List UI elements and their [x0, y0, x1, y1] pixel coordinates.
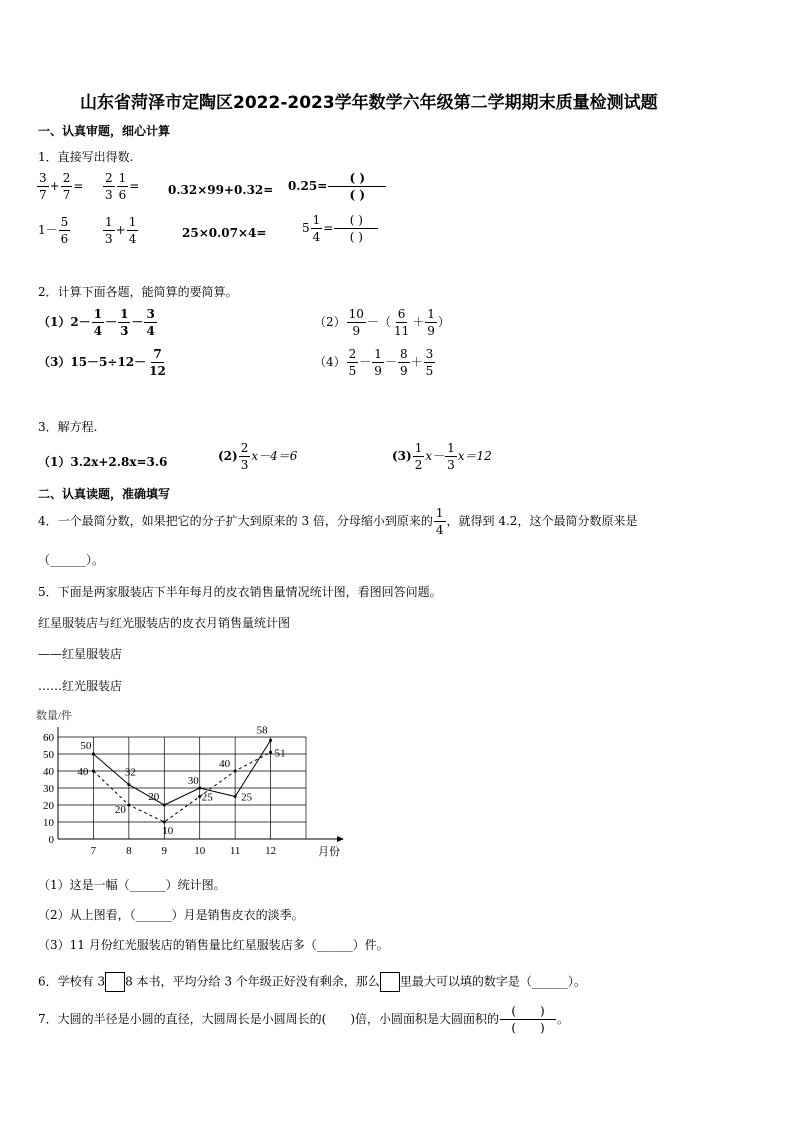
den: ( ) — [511, 1021, 545, 1035]
legend-solid: ——红星服装店 — [38, 647, 123, 661]
num: 1 — [120, 307, 129, 321]
y-tick-label: 60 — [43, 732, 54, 744]
q3-label: 3．解方程. — [38, 420, 98, 434]
x-tick-label: 10 — [194, 845, 206, 857]
paren: ） — [437, 315, 450, 329]
num: 3 — [39, 171, 47, 185]
q6 — [38, 972, 586, 992]
text: 里最大可以填的数字是（______）。 — [399, 974, 586, 989]
tag: (3) — [392, 449, 412, 463]
section1-heading: 一、认真审题，细心计算 — [38, 124, 171, 138]
q2-label: 2．计算下面各题，能简算的要简算。 — [38, 285, 238, 299]
section2-heading: 二、认真读题，准确填写 — [38, 487, 171, 501]
q3-eq-2 — [218, 442, 297, 471]
tag: （1）2－ — [38, 315, 91, 329]
den: 7 — [39, 188, 47, 202]
text: 7．大圆的半径是小圆的直径，大圆周长是小圆周长的( )倍，小圆面积是大圆面积的 — [38, 1012, 500, 1026]
den: 3 — [447, 458, 455, 472]
op: + — [115, 223, 126, 237]
series-2-point — [127, 804, 130, 807]
num: 8 — [399, 347, 408, 361]
num: 2 — [348, 347, 357, 361]
num: 2 — [105, 171, 113, 185]
series-2-point — [234, 770, 237, 773]
den: 9 — [374, 364, 382, 378]
series-2-point — [269, 751, 272, 754]
line-chart — [30, 705, 350, 860]
y-tick-label: 0 — [48, 834, 54, 846]
num: 3 — [425, 347, 434, 361]
eq: = — [129, 179, 140, 193]
num: 1 — [105, 215, 113, 229]
series-1-point — [269, 739, 272, 742]
op: － — [359, 355, 372, 369]
den: 7 — [62, 188, 71, 202]
op: － — [105, 315, 118, 329]
chart-title: 红星服装店与红光服装店的皮衣月销售量统计图 — [38, 616, 291, 630]
expr: x－4＝6 — [251, 449, 298, 463]
series-1-point — [127, 783, 130, 786]
eq: = — [323, 221, 334, 235]
q2-part-3 — [38, 348, 169, 377]
num: 2 — [240, 441, 249, 455]
den: 2 — [414, 458, 423, 472]
data-label: 40 — [77, 766, 89, 778]
x-axis-arrow — [337, 836, 344, 842]
den: 4 — [312, 230, 321, 244]
num: 7 — [153, 347, 162, 361]
q1-item-8 — [302, 214, 379, 243]
data-label: 58 — [256, 724, 268, 737]
y-axis-label: 数量/件 — [36, 710, 73, 722]
text: ，就得到 4.2，这个最简分数原来是 — [446, 514, 638, 528]
num: 1 — [312, 213, 321, 227]
den: 9 — [427, 324, 435, 338]
op: － — [384, 355, 397, 369]
q1-item-6 — [102, 216, 139, 245]
num: 10 — [348, 307, 364, 321]
data-label: 25 — [201, 791, 213, 804]
series-2-point — [92, 770, 95, 773]
q2-part-4 — [314, 348, 436, 377]
q3-eq-3 — [392, 442, 492, 471]
digit-box[interactable] — [105, 972, 125, 992]
y-tick-label: 30 — [43, 783, 54, 795]
data-label: 30 — [187, 775, 199, 787]
tag: （2） — [314, 315, 346, 329]
num: 1 — [414, 441, 423, 455]
y-tick-label: 50 — [43, 749, 54, 761]
data-label: 50 — [80, 740, 92, 752]
x-tick-label: 9 — [161, 845, 168, 857]
den: 4 — [435, 523, 444, 537]
q1-item-4 — [288, 172, 387, 201]
q5-sub-3: （3）11 月份红光服装店的销售量比红星服装店多（______）件。 — [38, 938, 389, 952]
q5-sub-2: （2）从上图看，（______）月是销售皮衣的淡季。 — [38, 908, 304, 922]
den: 5 — [348, 364, 357, 378]
den: 4 — [93, 324, 103, 338]
x-axis-label: 月份 — [318, 846, 340, 858]
tag: （3）15－5÷12－ — [38, 355, 147, 369]
x-tick-label: 11 — [229, 845, 241, 857]
x-tick-label: 8 — [126, 845, 132, 857]
expr: x＝12 — [457, 449, 492, 463]
y-tick-label: 20 — [43, 800, 54, 812]
num: 3 — [146, 307, 155, 321]
num: 1 — [435, 506, 444, 520]
q5-sub-1: （1）这是一幅（______）统计图。 — [38, 878, 226, 892]
prefix: 0.25= — [288, 179, 328, 193]
num: 5 — [60, 215, 69, 229]
den: 4 — [146, 324, 155, 338]
den: 6 — [118, 188, 127, 202]
num: 1 — [447, 441, 455, 455]
num: 6 — [397, 307, 406, 321]
num: ( ) — [328, 172, 386, 187]
whole: 5 — [302, 221, 310, 235]
den: 3 — [105, 232, 113, 246]
page-title: 山东省菏泽市定陶区2022-2023学年数学六年级第二学期期末质量检测试题 — [80, 93, 658, 113]
den: 9 — [352, 324, 361, 338]
num: 1 — [427, 307, 435, 321]
text: 。 — [557, 1012, 570, 1026]
op: － — [131, 315, 144, 329]
q1-item-3: 0.32×99+0.32= — [168, 183, 274, 197]
den: 11 — [393, 324, 410, 338]
series-2-point — [163, 821, 166, 824]
expr: x－ — [425, 449, 445, 463]
q1-label: 1．直接写出得数. — [38, 150, 134, 164]
prefix: 1－ — [38, 223, 58, 237]
den: 9 — [399, 364, 408, 378]
num: 1 — [93, 307, 103, 321]
den: 12 — [149, 364, 166, 378]
digit-box[interactable] — [380, 972, 400, 992]
q3-eq-1: （1）3.2x+2.8x=3.6 — [38, 455, 168, 469]
q1-item-5 — [38, 216, 71, 245]
den: ( ) — [349, 230, 363, 244]
y-tick-label: 10 — [43, 817, 54, 829]
data-label: 32 — [124, 766, 136, 779]
q1-item-7: 25×0.07×4= — [182, 226, 267, 240]
y-tick-label: 40 — [43, 766, 54, 778]
x-tick-label: 7 — [90, 845, 97, 857]
q4-blank[interactable]: （______）。 — [38, 553, 105, 567]
x-tick-label: 12 — [265, 845, 277, 857]
series-1-point — [163, 804, 166, 807]
data-label: 40 — [219, 758, 231, 770]
legend-dotted: ……红光服装店 — [38, 679, 123, 693]
series-1-point — [92, 753, 95, 756]
q4-line1 — [38, 507, 637, 536]
op: －（ — [366, 315, 391, 329]
text: 8 本书，平均分给 3 个年级正好没有剩余，那么 — [125, 974, 380, 989]
data-label: 25 — [241, 791, 253, 804]
series-1-point — [234, 795, 237, 798]
text: 4．一个最简分数，如果把它的分子扩大到原来的 3 倍，分母缩小到原来的 — [38, 514, 433, 528]
data-label: 10 — [162, 825, 174, 837]
op: ＋ — [410, 355, 423, 369]
q5-label: 5．下面是两家服装店下半年每月的皮衣销售量情况统计图，看图回答问题。 — [38, 585, 442, 599]
data-label: 20 — [114, 804, 126, 816]
num: 1 — [118, 171, 127, 185]
num: 1 — [128, 215, 137, 229]
num: 1 — [374, 347, 382, 361]
data-label: 20 — [148, 791, 160, 803]
data-label: 51 — [274, 747, 286, 760]
den: ( ) — [349, 188, 366, 202]
num: 2 — [62, 171, 71, 185]
tag: （4） — [314, 355, 346, 369]
q2-part-1 — [38, 308, 158, 337]
den: 3 — [105, 188, 113, 202]
eq: = — [73, 179, 84, 193]
den: 5 — [425, 364, 434, 378]
q1-item-1 — [36, 172, 83, 201]
q2-part-2 — [314, 308, 450, 337]
den: 6 — [60, 232, 69, 246]
op: + — [49, 179, 60, 193]
q7 — [38, 1005, 569, 1034]
op: ＋ — [412, 315, 425, 329]
num: ( ) — [334, 214, 378, 229]
tag: (2) — [218, 449, 238, 463]
text: 6．学校有 3 — [38, 974, 106, 989]
num: ( ) — [500, 1005, 556, 1020]
den: 3 — [240, 458, 249, 472]
den: 4 — [128, 232, 137, 246]
den: 3 — [120, 324, 129, 338]
q1-item-2 — [102, 172, 139, 201]
